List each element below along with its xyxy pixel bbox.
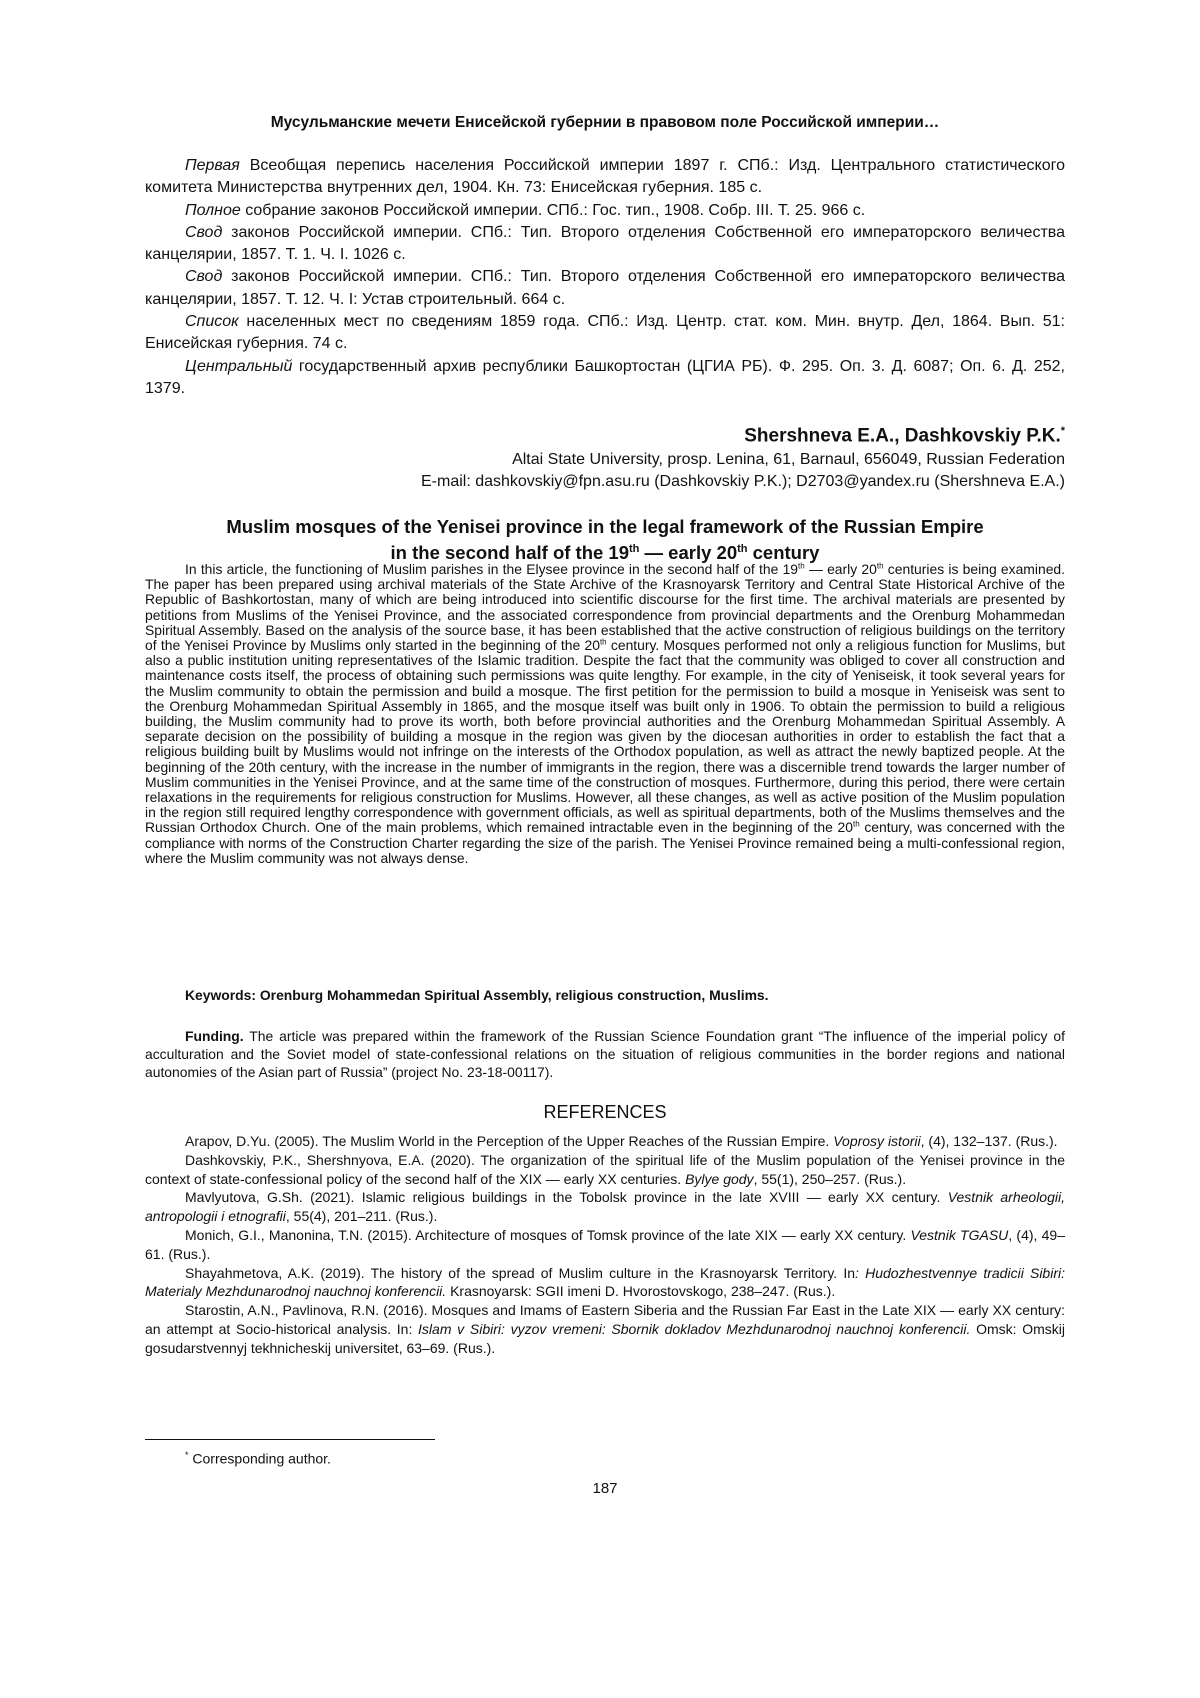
ref-lead: Свод <box>185 223 223 241</box>
en-reference-item <box>145 1188 1065 1226</box>
title-part: — early 20 <box>639 542 738 564</box>
ref-text: законов Российской империи. СПб.: Тип. Второго отделения Собственной его императорского величества канцелярии, 1857. Т. 12. Ч. I: Устав строительный. 664 с. <box>145 268 1065 308</box>
ref-journal: : Hudozhestvennye tradicii Sibiri: Materialy Mezhdunarodnoj nauchnoj konferencii. <box>145 1264 1065 1300</box>
ref-journal: Islam v Sibiri: vyzov vremeni: Sbornik dokladov Mezhdunarodnoj nauchnoj konferencii. <box>418 1320 971 1337</box>
ref-journal: Bylye gody <box>685 1170 754 1187</box>
ru-reference-item <box>145 222 1065 267</box>
abstract-text: centuries is being examined. The paper has been prepared using archival materials of the State Archive of the Krasnoyarsk Territory and Central State Historical Archive of the Republic of Bashkortostan, many of which are being introduced into scientific discourse for the first time. The archival materials are presented by petitions from Muslims of the Yenisei Province, and the associated correspondence from provincial departments and the Orenburg Mohammedan Spiritual Assembly. Based on the analysis of the source base, it has been established that the active construction of religious buildings on the territory of the Yenisei Province by Muslims only started in the beginning of the 20 <box>145 561 1066 654</box>
footnote-divider <box>145 1439 435 1440</box>
title-line-1: Muslim mosques of the Yenisei province in the legal framework of the Russian Empire <box>226 516 984 537</box>
affiliation-block <box>421 449 1065 493</box>
title-sup: th <box>629 543 640 555</box>
ref-text: Arapov, D.Yu. (2005). The Muslim World in the Perception of the Upper Reaches of the Russian Empire. <box>185 1133 834 1149</box>
ref-lead: Полное <box>185 201 241 219</box>
ref-text: Всеобщая перепись населения Российской империи 1897 г. СПб.: Изд. Центрального статистического комитета Министерства внутренних дел, 1904. Кн. 73: Енисейская губерния. 185 с. <box>145 157 1065 197</box>
email-line: E-mail: dashkovskiy@fpn.asu.ru (Dashkovskiy P.K.); D2703@yandex.ru (Shershneva E.A.) <box>420 473 1065 490</box>
footnote-mark: * <box>185 1450 189 1460</box>
ref-text: Shayahmetova, A.K. (2019). The history of the spread of Muslim culture in the Krasnoyarsk Territory. In <box>185 1264 856 1281</box>
ref-text: , 55(1), 250–257. (Rus.). <box>753 1170 907 1187</box>
ru-reference-item <box>145 356 1065 401</box>
abstract-sup: th <box>852 819 860 829</box>
ref-text: Omsk: Omskij gosudarstvennyj tekhnicheskij universitet, 63–69. (Rus.). <box>145 1320 1066 1356</box>
ref-journal: Vestnik TGASU <box>910 1226 1009 1243</box>
ref-text: Starostin, A.N., Pavlinova, R.N. (2016). Mosques and Imams of Eastern Siberia and the Russian Far East in the Late XIX — early XX century: an attempt at Socio-historical analysis. In: <box>145 1302 1065 1337</box>
footnote <box>185 1450 331 1467</box>
abstract-sup: th <box>599 637 607 647</box>
funding-text: The article was prepared within the framework of the Russian Science Foundation grant “The influence of the imperial policy of acculturation and the Soviet model of state-confessional relations on the situation of religious communities in the border regions and national autonomies of the Asian part of Russia” (project No. 23-18-00117). <box>145 1028 1065 1080</box>
author-names: Shershneva E.A., Dashkovskiy P.K. <box>744 425 1061 447</box>
ref-journal: Voprosy istorii <box>833 1133 921 1149</box>
ref-lead: Свод <box>185 268 223 286</box>
english-references <box>145 1132 1065 1358</box>
funding-label: Funding. <box>185 1028 244 1044</box>
en-reference-item <box>145 1301 1065 1357</box>
ref-text: Krasnoyarsk: SGII imeni D. Hvorostovskogo, 238–247. (Rus.). <box>446 1283 836 1300</box>
ref-text: , (4), 49–61. (Rus.). <box>145 1226 1066 1262</box>
ru-reference-item <box>145 155 1065 200</box>
ref-text: Monich, G.I., Manonina, T.N. (2015). Architecture of mosques of Tomsk province of the late XIX — early XX century. <box>185 1226 911 1243</box>
ref-journal: Vestnik arheologii, antropologii i etnografii <box>145 1189 1065 1225</box>
en-reference-item <box>145 1226 1065 1264</box>
ru-reference-item <box>145 200 1065 222</box>
en-reference-item <box>145 1151 1065 1189</box>
ref-text: государственный архив республики Башкортостан (ЦГИА РБ). Ф. 295. Оп. 3. Д. 6087; Оп. 6. Д. 252, 1379. <box>145 357 1065 397</box>
title-sup: th <box>737 543 748 555</box>
ref-text: , 55(4), 201–211. (Rus.). <box>285 1208 438 1225</box>
abstract-text: In this article, the functioning of Muslim parishes in the Elysee province in the second half of the 19 <box>185 561 799 577</box>
authors <box>744 425 1065 447</box>
ref-text: , (4), 132–137. (Rus.). <box>920 1133 1058 1149</box>
ref-lead: Первая <box>185 157 240 174</box>
page-number: 187 <box>592 1480 618 1497</box>
abstract-text: — early 20 <box>804 561 877 577</box>
abstract <box>145 562 1065 866</box>
abstract-sup: th <box>876 561 884 571</box>
ref-text: законов Российской империи. СПб.: Тип. Второго отделения Собственной его императорского величества канцелярии, 1857. Т. 1. Ч. I. 1026 с. <box>145 223 1065 264</box>
ru-reference-item <box>145 266 1065 311</box>
ref-text: населенных мест по сведениям 1859 года. СПб.: Изд. Центр. стат. ком. Мин. внутр. Дел, 1864. Вып. 51: Енисейская губерния. 74 с. <box>145 313 1065 353</box>
references-heading: REFERENCES <box>543 1102 667 1122</box>
corresponding-mark: * <box>1060 425 1065 437</box>
ref-text: собрание законов Российской империи. СПб.: Гос. тип., 1908. Собр. III. Т. 25. 966 с. <box>240 201 866 219</box>
footnote-text: Corresponding author. <box>188 1450 331 1467</box>
ref-text: Dashkovskiy, P.K., Shershnyova, E.A. (2020). The organization of the spiritual life of the Muslim population of the Yenisei province in the context of state-confessional policy of the second half of the XIX — early XX centuries. <box>145 1151 1065 1187</box>
title-part: century <box>747 542 820 564</box>
abstract-sup: th <box>798 561 805 571</box>
affiliation: Altai State University, prosp. Lenina, 61, Barnaul, 656049, Russian Federation <box>512 451 1065 468</box>
en-reference-item <box>145 1132 1065 1151</box>
russian-references <box>145 155 1065 400</box>
abstract-text: century, was concerned with the compliance with norms of the Construction Charter regarding the size of the parish. The Yenisei Province remained being a multi-confessional region, where the Muslim community was not always dense. <box>145 819 1065 866</box>
running-head: Мусульманские мечети Енисейской губернии в правовом поле Российской империи… <box>270 114 940 131</box>
ref-lead: Центральный <box>185 357 293 375</box>
funding <box>145 1027 1065 1081</box>
title-part: in the second half of the 19 <box>390 542 630 564</box>
ru-reference-item <box>145 311 1065 356</box>
abstract-text: century. Mosques performed not only a religious function for Muslims, but also a public institution uniting representatives of the Islamic tradition. Despite the fact that the community was obliged to cover all construction and maintenance costs itself, the process of obtaining such permissions was quite lengthy. For example, in the city of Yeniseisk, it took several years for the Muslim community to obtain the permission and build a mosque. The first petition for the permission to build a mosque in Yeniseisk was sent to the Orenburg Mohammedan Spiritual Assembly in 1865, and the mosque itself was built only in 1906. To obtain the permission to build a religious building, the Muslim community had to prove its worth, both before provincial authorities and the Orenburg Mohammedan Spiritual Assembly. A separate decision on the possibility of building a mosque in the region was given by the diocesan authorities in order to establish the fact that a religious building built by Muslims would not infringe on the interests of the Orthodox population, as well as attract the newly baptized people. At the beginning of the 20th century, with the increase in the number of immigrants in the region, there was a discernible trend towards the larger number of Muslim communities in the Yenisei Province, and at the same time of the construction of mosques. Furthermore, during this period, there were certain relaxations in the requirements for religious construction for Muslims. However, all these changes, as well as active position of the Muslim population in the region still required lengthy correspondence with government officials, as well as spiritual departments, both of the Muslims themselves and the Russian Orthodox Church. One of the main problems, which remained intractable even in the beginning of the 20 <box>145 637 1065 836</box>
ref-text: Mavlyutova, G.Sh. (2021). Islamic religious buildings in the Tobolsk province in the late XVIII — early XX century. <box>185 1189 948 1206</box>
keywords: Keywords: Orenburg Mohammedan Spiritual Assembly, religious construction, Muslims. <box>185 987 769 1003</box>
article-title <box>145 515 1065 564</box>
en-reference-item <box>145 1264 1065 1302</box>
ref-lead: Список <box>185 313 239 331</box>
